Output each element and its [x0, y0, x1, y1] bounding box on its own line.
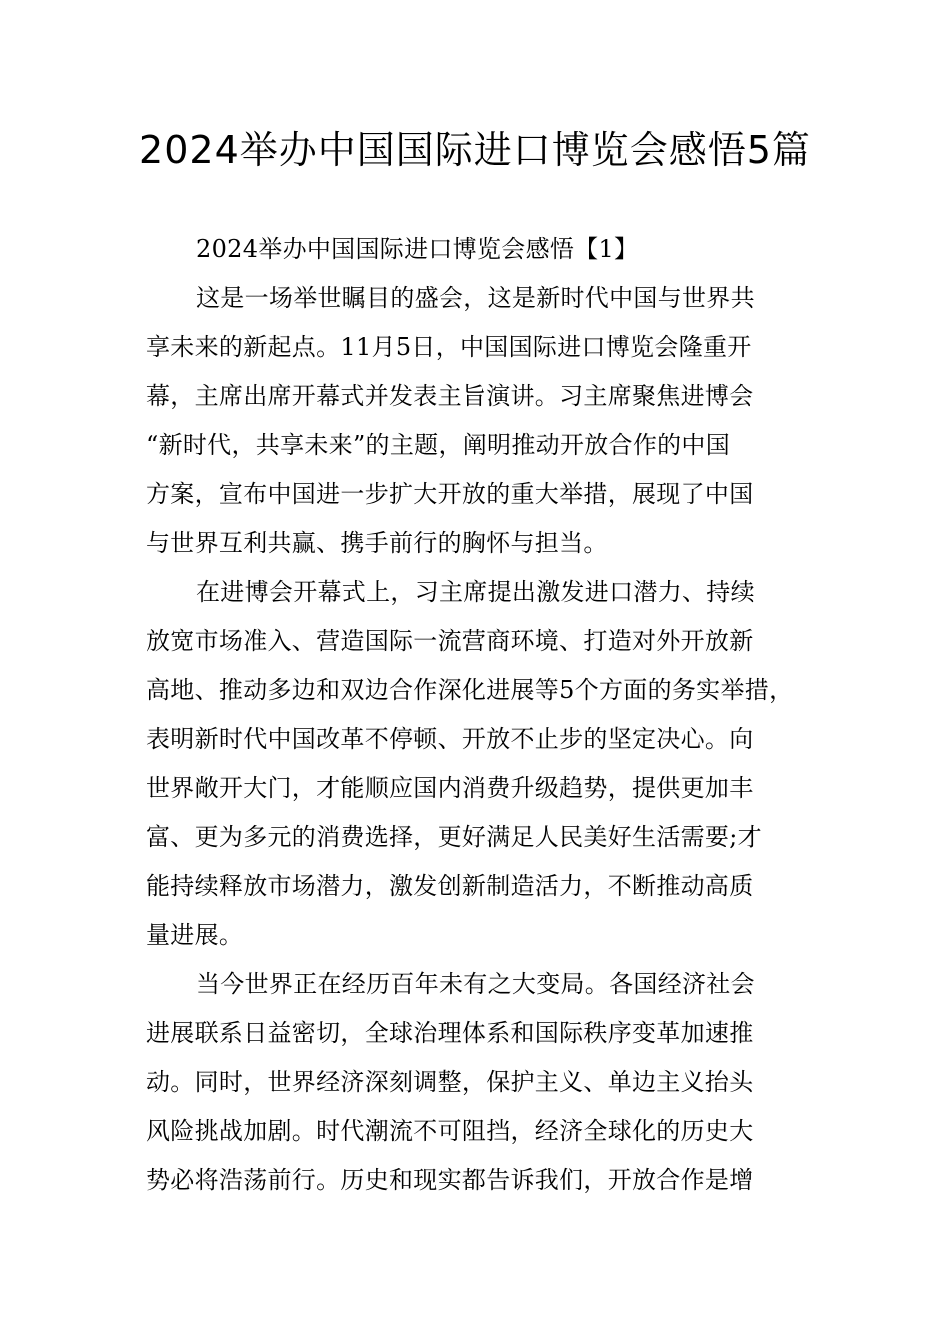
paragraph-line: 2024举办中国国际进口博览会感悟【1】	[196, 235, 639, 263]
paragraph-line: 世界敞开大门，才能顺应国内消费升级趋势，提供更加丰	[146, 774, 754, 802]
paragraph-line: 表明新时代中国改革不停顿、开放不止步的坚定决心。向	[146, 725, 754, 753]
paragraph-line: 风险挑战加剧。时代潮流不可阻挡，经济全球化的历史大	[146, 1117, 754, 1145]
paragraph-line: 放宽市场准入、营造国际一流营商环境、打造对外开放新	[146, 627, 754, 655]
paragraph-line: 幕，主席出席开幕式并发表主旨演讲。习主席聚焦进博会	[146, 382, 754, 410]
paragraph-line: 进展联系日益密切，全球治理体系和国际秩序变革加速推	[146, 1019, 754, 1047]
document-body	[146, 230, 806, 1210]
paragraph-1	[146, 230, 806, 279]
paragraph-line: 这是一场举世瞩目的盛会，这是新时代中国与世界共	[196, 284, 755, 312]
paragraph-line: 动。同时，世界经济深刻调整，保护主义、单边主义抬头	[146, 1068, 754, 1096]
paragraph-4	[146, 965, 806, 1210]
paragraph-2	[146, 279, 806, 573]
paragraph-line: 当今世界正在经历百年未有之大变局。各国经济社会	[196, 970, 755, 998]
paragraph-line: 量进展。	[146, 921, 244, 949]
paragraph-3	[146, 573, 806, 965]
paragraph-line: 方案，宣布中国进一步扩大开放的重大举措，展现了中国	[146, 480, 754, 508]
paragraph-line: 在进博会开幕式上，习主席提出激发进口潜力、持续	[196, 578, 755, 606]
paragraph-line: 能持续释放市场潜力，激发创新制造活力，不断推动高质	[146, 872, 754, 900]
paragraph-line: 享未来的新起点。11月5日，中国国际进口博览会隆重开	[146, 333, 752, 361]
paragraph-line: 高地、推动多边和双边合作深化进展等5个方面的务实举措，	[146, 676, 794, 704]
paragraph-line: 富、更为多元的消费选择，更好满足人民美好生活需要;才	[146, 823, 762, 851]
document-title: 2024举办中国国际进口博览会感悟5篇	[139, 128, 811, 172]
paragraph-line: 与世界互利共赢、携手前行的胸怀与担当。	[146, 529, 608, 557]
paragraph-line: 势必将浩荡前行。历史和现实都告诉我们，开放合作是增	[146, 1166, 754, 1194]
paragraph-line: “新时代，共享未来”的主题，阐明推动开放合作的中国	[146, 431, 731, 459]
